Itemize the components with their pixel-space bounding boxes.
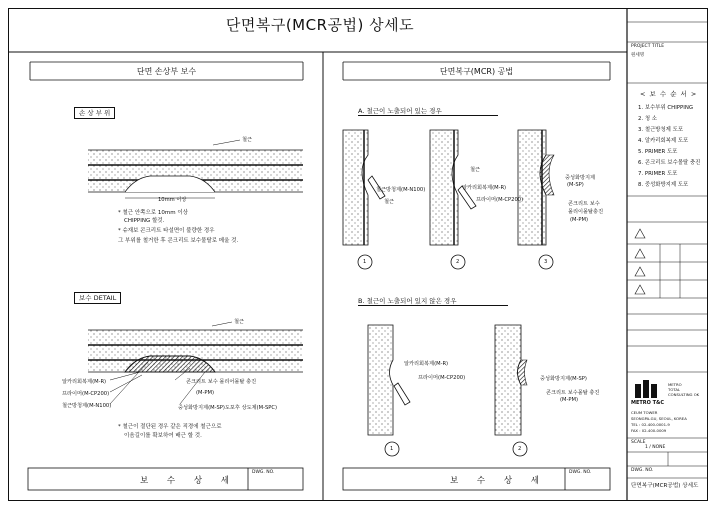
caseA-rebar-label-1: 철근 [384, 199, 395, 205]
caseB-step-2: 2 [518, 446, 522, 452]
repair-rebar-label: 철근 [234, 319, 245, 325]
scale-value: 1 / NONE [645, 445, 666, 450]
caseB-surface-label: 중성화방지제(M-SP) [540, 376, 587, 382]
repair-mortar-label: 콘크리트 보수 몰리어몰탈 충진 [186, 379, 257, 385]
repair-mortar-code: (M-PM) [196, 390, 214, 396]
caseA-wall-1 [343, 130, 368, 245]
sequence-step-3: 3. 철근방청제 도포 [638, 127, 684, 133]
repair-note-1: * 철근이 절단된 경우 같은 직경에 철근으로 [118, 424, 222, 430]
sequence-title: < 보 수 순 서 > [640, 90, 698, 98]
left-dwg-no: DWG. NO. [252, 470, 275, 475]
left-footer-title: 보 수 상 세 [140, 476, 237, 486]
sequence-step-4: 4. 알카리회복제 도포 [638, 138, 689, 144]
caseA-step-1: 1 [363, 259, 367, 265]
caseB-primer-label: 프라이머(M-CP200) [418, 375, 466, 381]
damage-note-1: * 철근 안쪽으로 10mm 이상 [118, 210, 188, 216]
caseB-wall-2 [495, 325, 527, 435]
repair-surface-label: 중성화방지제(M-SP)도포후 상도제(M-SPC) [178, 405, 278, 411]
repair-rust-label: 철근방청제(M-N100) [62, 403, 112, 409]
sequence-step-6: 6. 콘크리트 보수몰탈 충진 [638, 160, 701, 166]
caseB-title: B. 철근이 노출되어 있지 않은 경우 [358, 296, 508, 306]
company-logo [635, 380, 657, 398]
caseA-primer-label: 프라이머(M-CP200) [476, 197, 524, 203]
company-address-2: SEONGPA-GU, SEOUL, KOREA [631, 416, 687, 421]
sequence-step-8: 8. 중성화방지제 도포 [638, 182, 689, 188]
sequence-step-1: 1. 보수부위 CHIPPING [638, 105, 694, 111]
right-dwg-no: DWG. NO. [569, 470, 592, 475]
damage-tag: 손 상 부 위 [74, 107, 115, 119]
caseA-surface-code: (M-SP) [567, 182, 584, 188]
caseA-rebar-label-2: 철근 [470, 167, 481, 173]
damage-dim-label: 10mm 이상 [158, 197, 187, 203]
repair-alkali-label: 알카리회복제(M-R) [62, 379, 107, 385]
repair-primer-label: 프라이머(M-CP200) [62, 391, 110, 397]
damage-note-2: CHIPPING 할것. [124, 218, 165, 224]
sidebar-dwg-label: DWG. NO. [631, 468, 654, 473]
caseB-mortar-code: (M-PM) [560, 397, 578, 403]
caseA-mortar-code: (M-PM) [570, 217, 588, 223]
right-footer-title: 보 수 상 세 [450, 476, 547, 486]
caseB-wall-1 [368, 325, 393, 435]
caseA-title: A. 철근이 노출되어 있는 경우 [358, 106, 498, 116]
caseA-surface-label: 중성화방지제 [565, 175, 596, 181]
caseA-rust-label: 철근방청제(M-N100) [376, 187, 426, 193]
caseA-mortar-label: 콘크리트 보수 [568, 201, 600, 207]
left-section-header: 단면 손상부 보수 [136, 67, 197, 76]
repair-note-2: 이음길이를 확보하여 배근 할 것. [124, 433, 202, 439]
caseA-step-3: 3 [544, 259, 548, 265]
caseB-step-1: 1 [390, 446, 394, 452]
sidebar-dwg-title: 단면복구(MCR공법) 상세도 [631, 483, 699, 489]
damage-note-4: 그 부위를 철거한 후 콘크리트 보수물탈로 메울 것. [118, 238, 239, 244]
caseA-wall-3 [518, 130, 554, 245]
project-title-label: PROJECT TITLE [631, 44, 665, 49]
repair-detail-tag: 보수 DETAIL [74, 292, 121, 304]
damage-slab-drawing [88, 140, 303, 198]
sequence-step-7: 7. PRIMER 도포 [638, 171, 678, 177]
sequence-step-5: 5. PRIMER 도포 [638, 149, 678, 155]
company-fax: FAX : 02-400-0009 [631, 428, 667, 433]
damage-rebar-label: 철근 [242, 137, 253, 143]
right-section-header: 단면복구(MCR) 공법 [439, 67, 514, 76]
project-name: 원세명 [631, 53, 645, 58]
company-sub: METRO TOTAL CONSULTING OK [668, 382, 700, 397]
page-title: 단면복구(MCR공법) 상세도 [225, 16, 415, 34]
company-address-1: CEUM TOWER [631, 410, 658, 415]
company-name: METRO T&C [631, 400, 665, 406]
sequence-step-2: 2. 청 소 [638, 116, 657, 122]
caseA-step-2: 2 [456, 259, 460, 265]
caseA-mortar-label-2: 몰리이몰탈충진 [568, 209, 604, 215]
damage-note-3: * 슈재보 콘크리트 타설면이 불량한 경우 [118, 228, 215, 234]
caseA-alkali-label: 알카리회복제(M-R) [462, 185, 507, 191]
scale-label: SCALE [631, 440, 646, 445]
company-tel: TEL : 02-400-0001-9 [631, 422, 670, 427]
caseA-wall-2 [430, 130, 458, 245]
caseB-mortar-label: 콘크리트 보수몰탈 충진 [546, 390, 600, 396]
caseB-alkali-label: 알카리회복제(M-R) [404, 361, 449, 367]
